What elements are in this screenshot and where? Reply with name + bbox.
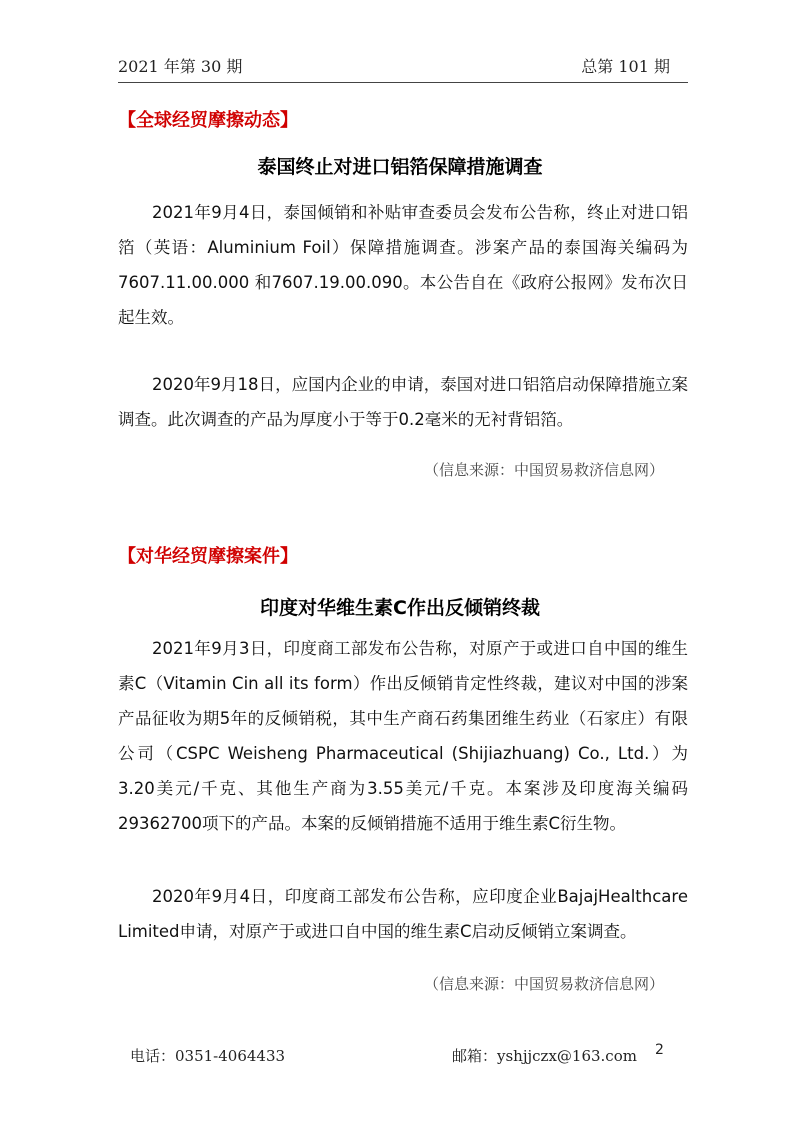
- section-tag-china: 【对华经贸摩擦案件】: [118, 546, 298, 567]
- article-title-india: 印度对华维生素C作出反倾销终裁: [260, 597, 540, 619]
- section-tag-global: 【全球经贸摩擦动态】: [118, 110, 298, 131]
- source-note: （信息来源：中国贸易救济信息网）: [423, 975, 664, 993]
- paragraph-text: 2020年9月4日，印度商工部发布公告称，应印度企业BajajHealthcare Limited申请，对原产于或进口自中国的维生素C启动反倾销立案调查。: [118, 887, 688, 941]
- footer-email: 邮箱：yshjjczx@163.com: [452, 1047, 637, 1065]
- issue-number: 2021 年第 30 期: [118, 57, 243, 76]
- article-paragraph: [118, 195, 688, 335]
- header-divider: [118, 82, 688, 83]
- page-number: 2: [655, 1042, 664, 1058]
- paragraph-text: 2021年9月3日，印度商工部发布公告称，对原产于或进口自中国的维生素C（Vitamin Cin all its form）作出反倾销肯定性终裁，建议对中国的涉案产品征收为期5年的反倾销税，其中生产商石药集团维生药业（石家庄）有限公司（CSPC Weisheng Pharmaceutical (Shijiazhuang) Co., Ltd.）为3.20美元/千克、其他生产商为3.55美元/千克。本案涉及印度海关编码29362700项下的产品。本案的反倾销措施不适用于维生素C衍生物。: [118, 639, 688, 833]
- article-paragraph: [118, 631, 688, 841]
- article-title-thailand: 泰国终止对进口铝箔保障措施调查: [257, 156, 543, 178]
- paragraph-text: 2021年9月4日，泰国倾销和补贴审查委员会发布公告称，终止对进口铝箔（英语：Aluminium Foil）保障措施调查。涉案产品的泰国海关编码为7607.11.00.000 和7607.19.00.090。本公告自在《政府公报网》发布次日起生效。: [118, 203, 688, 327]
- article-paragraph: [118, 879, 688, 949]
- source-note: （信息来源：中国贸易救济信息网）: [423, 461, 664, 479]
- paragraph-text: 2020年9月18日，应国内企业的申请，泰国对进口铝箔启动保障措施立案调查。此次调查的产品为厚度小于等于0.2毫米的无衬背铝箔。: [118, 375, 688, 429]
- total-issue-number: 总第 101 期: [581, 57, 670, 76]
- footer-phone: 电话：0351-4064433: [130, 1047, 286, 1065]
- article-paragraph: [118, 367, 688, 437]
